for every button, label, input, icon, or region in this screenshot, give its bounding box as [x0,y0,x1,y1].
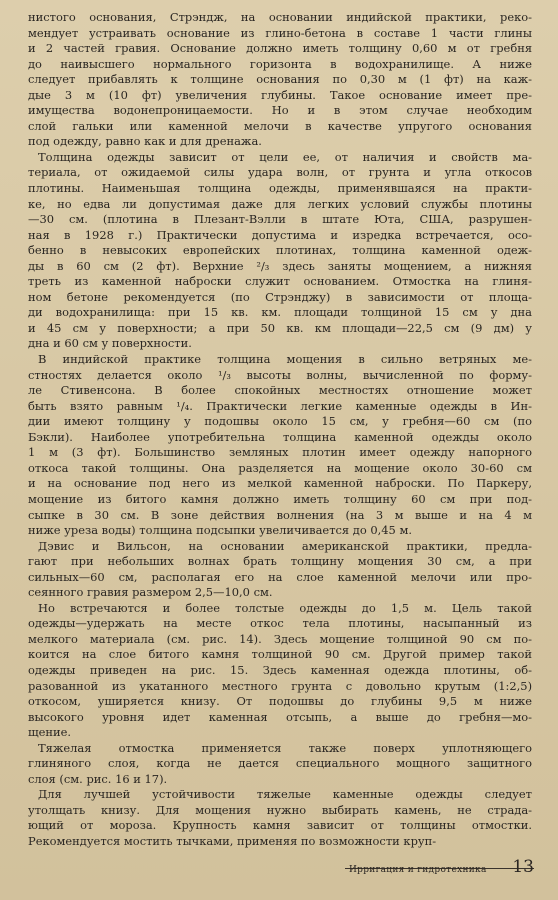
text-line: треть из каменной наброски служит основанием. Отмостка на глиня- [28,274,532,289]
text-body [28,10,532,850]
paragraph [28,601,532,741]
text-line: имущества водонепроницаемости. Но и в этом случае необходим [28,103,532,118]
paragraph [28,741,532,788]
text-line: слоя (см. рис. 16 и 17). [28,771,168,786]
text-line: высокого уровня идет каменная отсыпь, а выше до гребня—мо- [28,709,533,724]
text-line: ды в 60 см (2 фт). Верхние ²/₃ здесь заняты мощением, а нижняя [28,258,532,273]
text-line: Дэвис и Вильсон, на основании американской практики, предла- [38,538,532,553]
text-line: одежды приведен на рис. 15. Здесь каменная одежда плотины, об- [28,662,533,677]
text-line: дии имеют толщину у подошвы около 15 см, у гребня—60 см (по [28,414,532,429]
text-line: В индийской практике толщина мощения в сильно ветряных ме- [38,352,533,367]
text-line: Тяжелая отмостка применяется также поверх уплотняющего [38,740,532,755]
text-line: щение. [28,725,72,740]
text-line: дые 3 м (10 фт) увеличения глубины. Такое основание имеет пре- [28,87,532,102]
text-line: откосом, уширяется книзу. От подошвы до глубины 9,5 м ниже [28,694,533,709]
text-line: утолщать книзу. Для мощения нужно выбирать камень, не страда- [28,802,533,817]
text-line: —30 см. (плотина в Плезант-Вэлли в штате Юта, США, разрушен- [28,212,532,227]
text-line: следует прибавлять к толщине основания по 0,30 м (1 фт) на каж- [28,72,532,87]
text-line: ниже уреза воды) толщина подсыпки увеличивается до 0,45 м. [28,523,412,538]
text-line: слой гальки или каменной мелочи в качестве упругого основания [28,118,533,133]
text-line: стностях делается около ¹/₃ высоты волны, вычисленной по форму- [28,367,533,382]
text-line: ке, но едва ли допустимая даже для легких условий службы плотины [28,196,533,211]
text-line: коится на слое битого камня толщиной 90 см. Другой пример такой [28,647,533,662]
text-line: сильных—60 см, располагая его на слое каменной мелочи или про- [28,569,532,584]
text-line: гают при небольших волнах брать толщину мощения 30 см, а при [28,554,532,569]
text-line: дна и 60 см у поверхности. [28,336,192,351]
text-line: нистого основания, Стрэндж, на основании индийской практики, реко- [28,10,533,24]
text-line: териала, от ожидаемой силы удара волн, от грунта и угла откосов [28,165,533,180]
text-line: быть взято равным ¹/₄. Практически легкие каменные одежды в Ин- [28,398,533,413]
text-line: Бэкли). Наиболее употребительна толщина каменной одежды около [28,429,532,444]
text-line: Толщина одежды зависит от цели ее, от наличия и свойств ма- [38,149,533,164]
text-line: сыпке в 30 см. В зоне действия волнения (на 3 м выше и на 4 м [28,507,533,522]
paragraph [28,150,532,352]
text-line: Но встречаются и более толстые одежды до 1,5 м. Цель такой [38,600,533,615]
text-line: откоса такой толщины. Она разделяется на мощение около 30-60 см [28,460,532,475]
text-line: глиняного слоя, когда не дается специального мощного защитного [28,756,533,771]
text-line: до наивысшего нормального горизонта в водохранилище. А ниже [28,56,532,71]
text-line: ном бетоне рекомендуется (по Стрэнджу) в зависимости от площа- [28,289,532,304]
paragraph [28,787,532,849]
text-line: ди водохранилища: при 15 кв. км. площади толщиной 15 см у дна [28,305,532,320]
text-line: и 2 частей гравия. Основание должно иметь толщину 0,60 м от гребня [28,41,533,56]
text-line: мелкого материала (см. рис. 14). Здесь мощение толщиной 90 см по- [28,631,532,646]
text-line: разованной из укатанного местного грунта с довольно крутым (1:2,5) [28,678,533,693]
text-line: Для лучшей устойчивости тяжелые каменные одежды следует [38,787,532,802]
text-line: 1 м (3 фт). Большинство земляных плотин имеет одежду напорного [28,445,533,460]
running-title: Ирригация и гидротехника [349,865,487,875]
text-line: Рекомендуется мостить тычками, применяя по возможности круп- [28,833,437,848]
text-line: сеянного гравия размером 2,5—10,0 см. [28,585,273,600]
text-line: одежды—удержать на месте откос тела плотины, насыпанный из [28,616,532,631]
text-line: ющий от мороза. Крупность камня зависит от толщины отмостки. [28,818,533,833]
page-footer [345,856,534,882]
text-line: ле Стивенсона. В более спокойных местностях отношение может [28,383,532,398]
text-line: бенно в невысоких европейских плотинах, толщина каменной одеж- [28,243,533,258]
text-line: плотины. Наименьшая толщина одежды, применявшаяся на практи- [28,181,533,196]
text-line: мендует устраивать основание из глино-бетона в составе 1 части глины [28,25,532,40]
paragraph [28,352,532,539]
text-line: мощение из битого камня должно иметь толщину 60 см при под- [28,491,533,506]
text-line: под одежду, равно как и для дренажа. [28,134,262,149]
paragraph [28,10,532,150]
paragraph [28,539,532,601]
text-line: и на основание под него из мелкой каменной наброски. По Паркеру, [28,476,532,491]
text-line: ная в 1928 г.) Практически допустима и изредка встречается, осо- [28,227,533,242]
page-number: 13 [512,857,534,877]
text-line: и 45 см у поверхности; а при 50 кв. км площади—22,5 см (9 дм) у [28,320,533,335]
